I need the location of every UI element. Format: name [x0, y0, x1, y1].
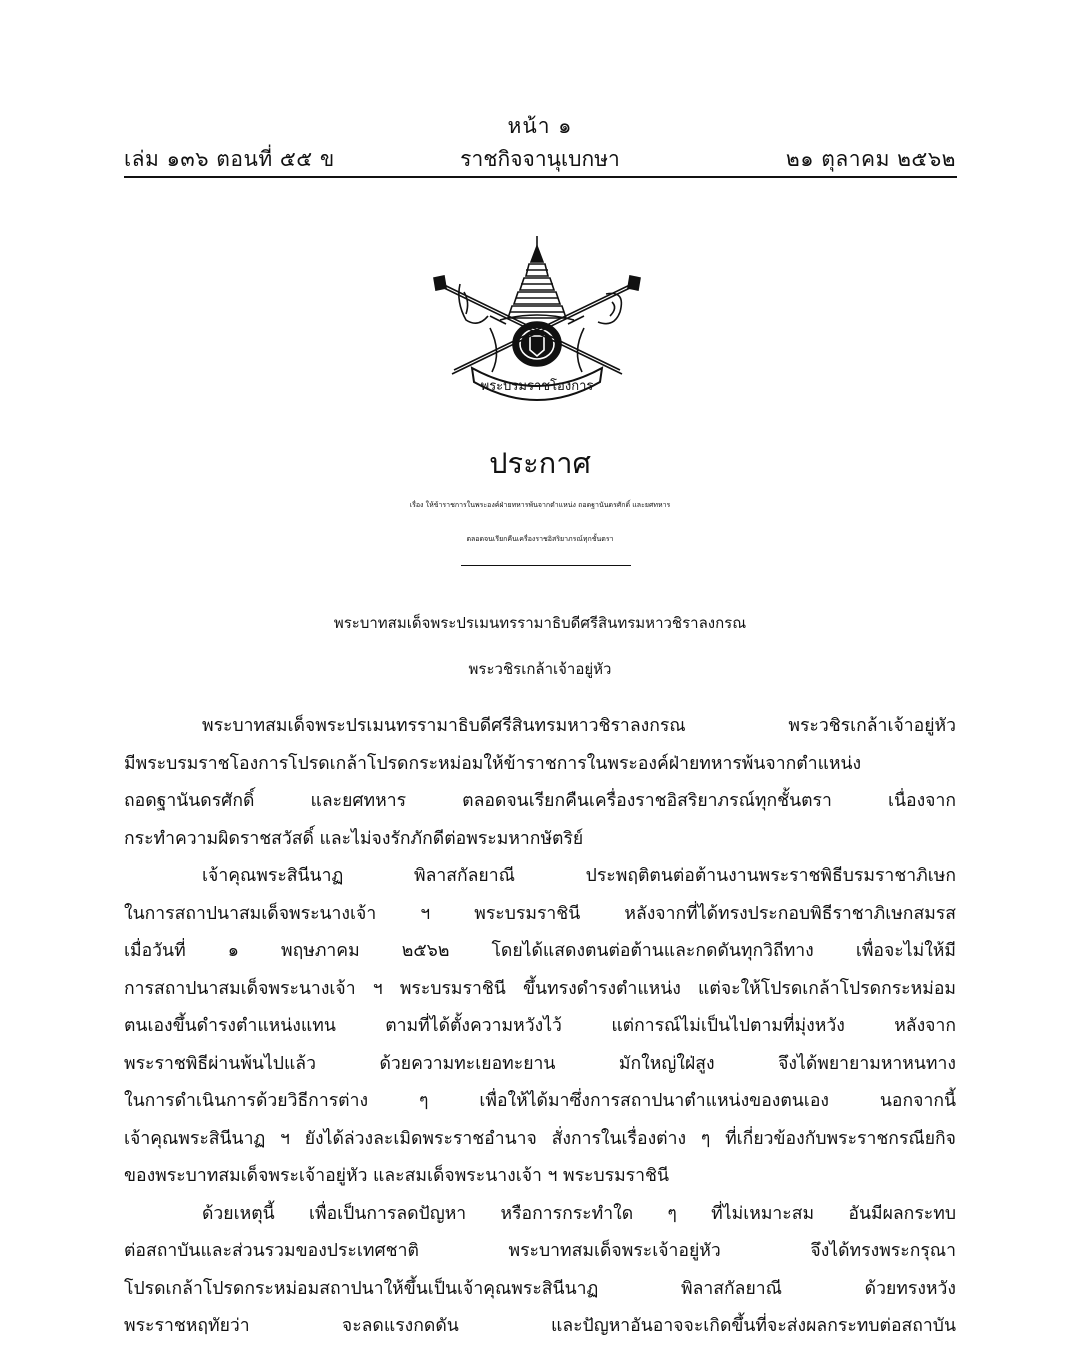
body-line: การสถาปนาสมเด็จพระนางเจ้า ฯ พระบรมราชินี ขึ้นทรงดำรงตำแหน่ง แต่จะให้โปรดเกล้าโปรดกระหม่อม	[124, 978, 956, 999]
body-line: ถอดฐานันดรศักดิ์ และยศทหาร ตลอดจนเรียกคืนเครื่องราชอิสริยาภรณ์ทุกชั้นตรา เนื่องจาก	[124, 791, 956, 811]
volume-issue: เล่ม ๑๓๖ ตอนที่ ๕๕ ข	[124, 147, 335, 171]
publication-name: ราชกิจจานุเบกษา	[460, 147, 620, 171]
body-line: ในการสถาปนาสมเด็จพระนางเจ้า ฯ พระบรมราชินี หลังจากที่ได้ทรงประกอบพิธีราชาภิเษกสมรส	[124, 903, 956, 924]
king-title-line: พระวชิรเกล้าเจ้าอยู่หัว	[468, 660, 612, 678]
subject-line: ตลอดจนเรียกคืนเครื่องราชอิสริยาภรณ์ทุกชั้นตรา	[466, 535, 614, 543]
body-line: มีพระบรมราชโองการโปรดเกล้าโปรดกระหม่อมให้ข้าราชการในพระองค์ฝ่ายทหารพ้นจากตำแหน่ง	[124, 753, 862, 774]
royal-seal-emblem-icon	[430, 232, 644, 402]
body-line: พระราชพิธีผ่านพ้นไปแล้ว ด้วยความทะเยอทะยาน มักใหญ่ใฝ่สูง จึงได้พยายามหาหนทาง	[124, 1053, 956, 1074]
body-line: เมื่อวันที่ ๑ พฤษภาคม ๒๕๖๒ โดยได้แสดงตนต่อต้านและกดดันทุกวิถีทาง เพื่อจะไม่ให้มี	[124, 941, 956, 961]
king-title	[0, 600, 1080, 692]
subject-line: เรื่อง ให้ข้าราชการในพระองค์ฝ่ายทหารพ้นจากตำแหน่ง ถอดฐานันดรศักดิ์ และยศทหาร	[409, 501, 671, 509]
body-line: ด้วยเหตุนี้ เพื่อเป็นการลดปัญหา หรือการกระทำใด ๆ ที่ไม่เหมาะสม อันมีผลกระทบ	[202, 1203, 956, 1224]
body-line: กระทำความผิดราชสวัสดิ์ และไม่จงรักภักดีต่อพระมหากษัตริย์	[124, 828, 584, 849]
page-number: หน้า ๑	[507, 114, 573, 138]
subject-block	[0, 488, 1080, 556]
header-divider	[124, 176, 957, 178]
body-line: ในการดำเนินการด้วยวิธีการต่าง ๆ เพื่อให้ได้มาซึ่งการสถาปนาตำแหน่งของตนเอง นอกจากนี้	[124, 1091, 956, 1111]
body-line: เจ้าคุณพระสินีนาฏ พิลาสกัลยาณี ประพฤติตนต่อต้านงานพระราชพิธีบรมราชาภิเษก	[202, 866, 956, 886]
document-type: ประกาศ	[489, 446, 591, 480]
body-line: ต่อสถาบันและส่วนรวมของประเทศชาติ พระบาทสมเด็จพระเจ้าอยู่หัว จึงได้ทรงพระกรุณา	[124, 1241, 956, 1261]
announcement-body	[124, 708, 956, 1346]
gazette-header	[124, 143, 956, 175]
body-line: โปรดเกล้าโปรดกระหม่อมสถาปนาให้ขึ้นเป็นเจ้าคุณพระสินีนาฏ พิลาสกัลยาณี ด้วยทรงหวัง	[124, 1278, 956, 1299]
publication-date: ๒๑ ตุลาคม ๒๕๖๒	[785, 147, 956, 171]
king-title-line: พระบาทสมเด็จพระปรเมนทรรามาธิบดีศรีสินทรมหาวชิราลงกรณ	[333, 614, 747, 632]
body-line: ตนเองขึ้นดำรงตำแหน่งแทน ตามที่ได้ตั้งความหวังไว้ แต่การณ์ไม่เป็นไปตามที่มุ่งหวัง หลังจาก	[124, 1016, 956, 1036]
body-line: พระบาทสมเด็จพระปรเมนทรรามาธิบดีศรีสินทรมหาวชิราลงกรณ พระวชิรเกล้าเจ้าอยู่หัว	[202, 716, 956, 736]
body-line: พระราชหฤทัยว่า จะลดแรงกดดัน และปัญหาอันอาจจะเกิดขึ้นที่จะส่งผลกระทบต่อสถาบัน	[124, 1316, 956, 1336]
body-line: เจ้าคุณพระสินีนาฏ ฯ ยังได้ล่วงละเมิดพระราชอำนาจ สั่งการในเรื่องต่าง ๆ ที่เกี่ยวข้องกับพระราชกรณียกิจ	[124, 1128, 956, 1149]
emblem-ribbon-text: พระบรมราชโองการ	[480, 379, 594, 394]
body-line: ของพระบาทสมเด็จพระเจ้าอยู่หัว และสมเด็จพระนางเจ้า ฯ พระบรมราชินี	[124, 1166, 669, 1186]
title-divider	[461, 565, 631, 566]
